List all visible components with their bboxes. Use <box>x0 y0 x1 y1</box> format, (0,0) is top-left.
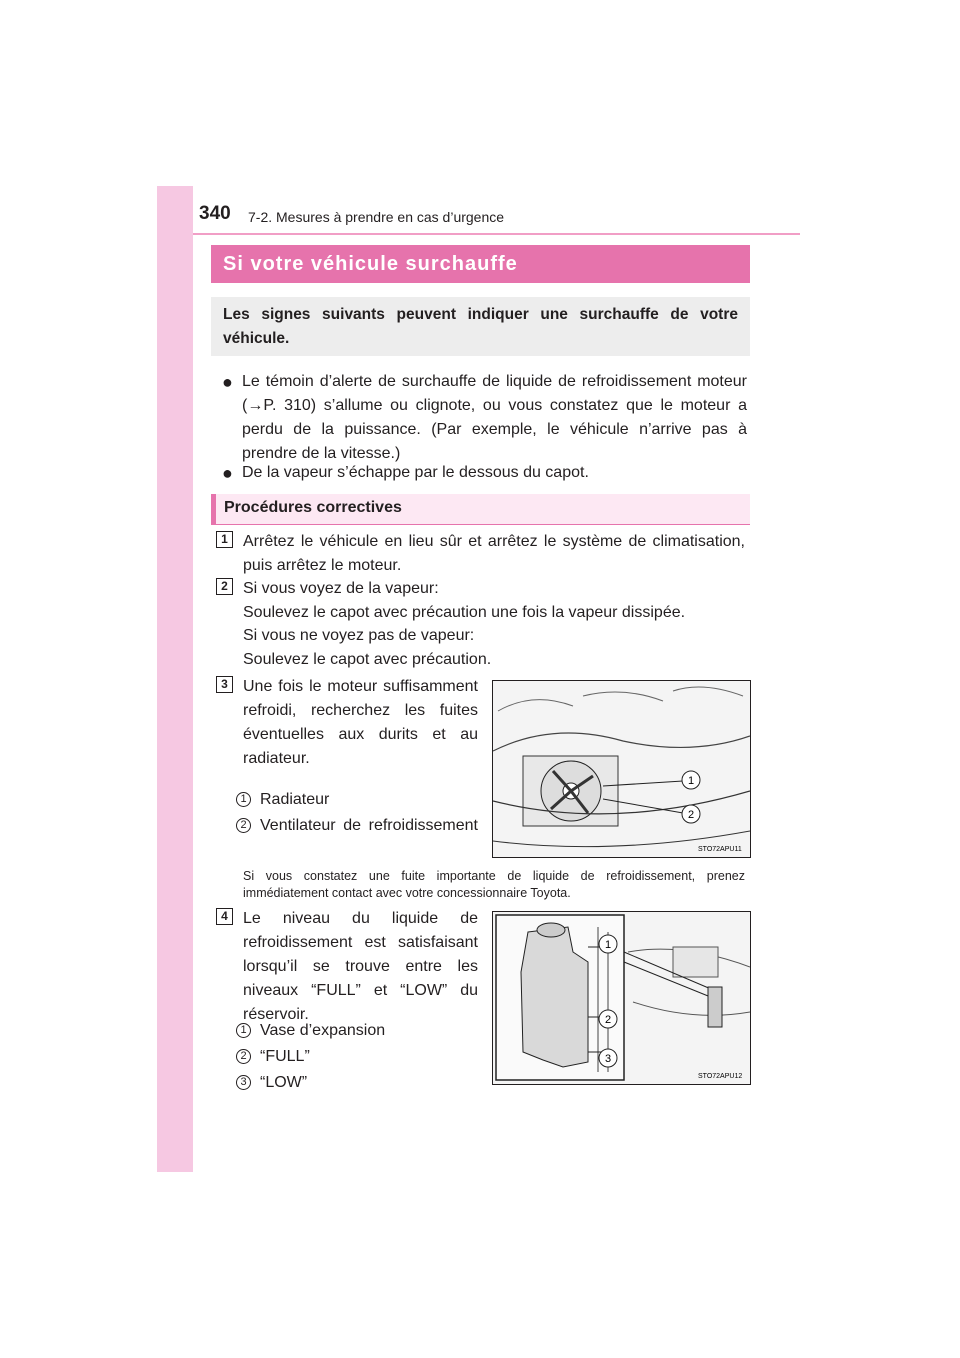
bullet-text: Le témoin d’alerte de surchauffe de liquide de refroidissement moteur (→P. 310) s’allume ou clignote, ou vous constatez que le moteur a perdu de la puissance. (Par exemple, le véhicule n’arrive pas à prendre de la vitesse.) <box>242 373 747 462</box>
page-number: 340 <box>199 203 231 224</box>
callout-label: Ventilateur de refroidissement <box>260 817 478 834</box>
step-text: Si vous voyez de la vapeur: <box>243 580 439 597</box>
running-header: 7-2. Mesures à prendre en cas d’urgence <box>248 209 505 225</box>
svg-text:STO72APU11: STO72APU11 <box>698 846 742 853</box>
step-number: 1 <box>216 531 233 548</box>
svg-text:1: 1 <box>605 939 612 951</box>
svg-text:1: 1 <box>688 775 695 787</box>
bullet-dot-icon: ● <box>222 463 233 483</box>
callout-number: 2 <box>236 1049 251 1064</box>
svg-text:3: 3 <box>605 1053 612 1065</box>
callout-label: Vase d’expansion <box>260 1022 386 1039</box>
section-heading <box>211 494 750 524</box>
section-rule <box>211 524 750 525</box>
step-text: Arrêtez le véhicule en lieu sûr et arrêtez le système de climatisation, puis arrêtez le moteur. <box>243 533 745 574</box>
reservoir-figure <box>492 911 751 1085</box>
section-heading-text: Procédures correctives <box>224 499 402 516</box>
step-number: 2 <box>216 578 233 595</box>
bullet-text: De la vapeur s’échappe par le dessous du capot. <box>242 464 589 481</box>
radiator-figure <box>492 680 751 858</box>
step-text: Soulevez le capot avec précaution une fois la vapeur dissipée. <box>243 604 686 621</box>
page-title: Si votre véhicule surchauffe <box>211 245 750 283</box>
step-text: Soulevez le capot avec précaution. <box>243 651 492 668</box>
callout-number: 2 <box>236 818 251 833</box>
header-rule <box>193 233 800 235</box>
step-text: Si vous ne voyez pas de vapeur: <box>243 627 475 644</box>
note-text: Si vous constatez une fuite importante de liquide de refroidissement, prenez immédiatement contact avec votre concessionnaire Toyota. <box>243 869 745 900</box>
step-number: 3 <box>216 676 233 693</box>
step-text: Une fois le moteur suffisamment refroidi, recherchez les fuites éventuelles aux durits et au radiateur. <box>243 678 478 767</box>
svg-text:2: 2 <box>605 1014 612 1026</box>
callout-label: Radiateur <box>260 791 330 808</box>
callout-number: 3 <box>236 1075 251 1090</box>
callout-number: 1 <box>236 1023 251 1038</box>
svg-text:2: 2 <box>688 809 695 821</box>
bullet-dot-icon: ● <box>222 372 233 392</box>
callout-label: “FULL” <box>260 1048 310 1065</box>
side-tab-bar <box>157 186 193 1172</box>
callout-label: “LOW” <box>260 1074 308 1091</box>
svg-text:STO72APU12: STO72APU12 <box>698 1073 743 1080</box>
step-text: Le niveau du liquide de refroidissement est satisfaisant lorsqu’il se trouve entre les niveaux “FULL” et “LOW” du réservoir. <box>243 910 478 1023</box>
step-number: 4 <box>216 908 233 925</box>
intro-box: Les signes suivants peuvent indiquer une surchauffe de votre véhicule. <box>211 297 750 356</box>
callout-number: 1 <box>236 792 251 807</box>
